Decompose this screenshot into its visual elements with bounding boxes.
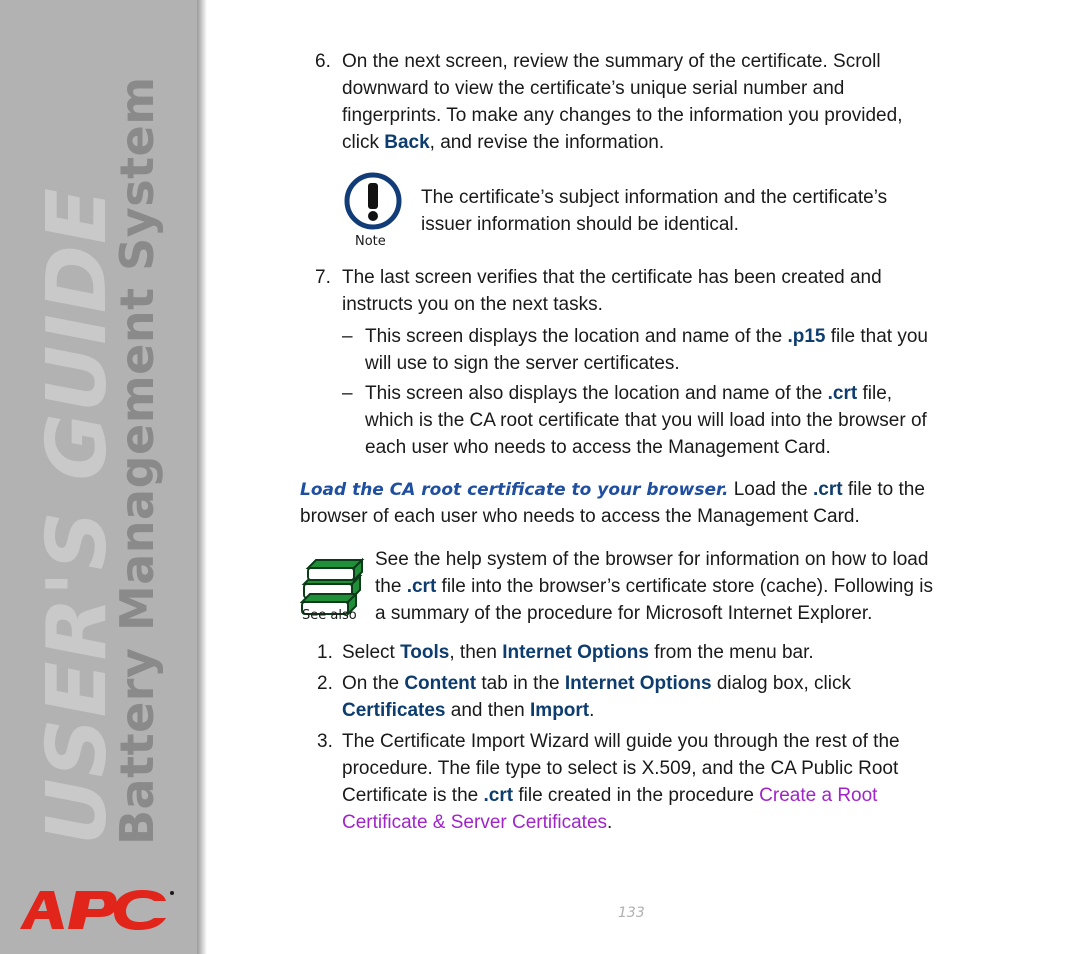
- text-run: Load the: [728, 479, 813, 500]
- text-run: .: [589, 700, 595, 721]
- crt-ref: .crt: [406, 576, 437, 597]
- text-run: , then: [449, 642, 503, 663]
- text-run: file into the browser’s certificate store (cache). Following is: [436, 576, 933, 597]
- internet-options-ref: Internet Options: [564, 673, 712, 694]
- create-root-certificate-link[interactable]: Create a Root: [759, 785, 878, 806]
- see-also-line: a summary of the procedure for Microsoft Internet Explorer.: [375, 603, 873, 624]
- sub-bullet-dash: –: [342, 326, 353, 347]
- back-button-ref: Back: [384, 132, 430, 153]
- text-run: , and revise the information.: [429, 132, 665, 153]
- text-run: file that you: [825, 326, 928, 347]
- sub-bullet-line: will use to sign the server certificates.: [365, 353, 680, 374]
- users-guide-title: USER'S GUIDE: [30, 187, 125, 845]
- text-run: from the menu bar.: [648, 642, 814, 663]
- sub-bullet-line: which is the CA root certificate that you will load into the browser of: [365, 410, 927, 431]
- ie-step-3-line: [342, 810, 612, 836]
- crt-ref: .crt: [827, 383, 858, 404]
- see-also-caption: See also: [302, 608, 357, 623]
- ie-step-3-number: 3.: [317, 731, 333, 752]
- see-also-line: See the help system of the browser for information on how to load: [375, 549, 929, 570]
- create-root-certificate-link[interactable]: Certificate & Server Certificates: [342, 812, 608, 833]
- crt-ref: .crt: [483, 785, 514, 806]
- ie-step-3-line: The Certificate Import Wizard will guide you through the rest of the: [342, 731, 900, 752]
- battery-management-system-title: Battery Management System: [110, 76, 164, 845]
- sub-bullet-dash: –: [342, 383, 353, 404]
- certificates-ref: Certificates: [342, 700, 446, 721]
- text-run: tab in the: [476, 673, 565, 694]
- note-caption: Note: [355, 234, 386, 249]
- step-6-line: downward to view the certificate’s unique serial number and: [342, 78, 845, 99]
- crt-ref: .crt: [812, 479, 843, 500]
- see-also-line: [375, 574, 933, 600]
- p15-ref: .p15: [787, 326, 826, 347]
- text-run: the: [375, 576, 407, 597]
- step-6-line: On the next screen, review the summary of the certificate. Scroll: [342, 51, 881, 72]
- load-section-line: browser of each user who needs to access the Management Card.: [300, 506, 860, 527]
- sub-bullet-line: each user who needs to access the Management Card.: [365, 437, 831, 458]
- text-run: file to the: [842, 479, 925, 500]
- text-run: Select: [342, 642, 401, 663]
- content-tab-ref: Content: [404, 673, 477, 694]
- text-run: and then: [445, 700, 531, 721]
- text-run: Certificate is the: [342, 785, 484, 806]
- ie-step-2-number: 2.: [317, 673, 333, 694]
- text-run: .: [607, 812, 613, 833]
- text-run: dialog box, click: [711, 673, 851, 694]
- ie-step-2-line: [342, 698, 594, 724]
- step-6-number: 6.: [315, 51, 331, 72]
- ie-step-2-line: [342, 671, 851, 697]
- sub-bullet-line: [365, 324, 928, 350]
- text-run: On the: [342, 673, 405, 694]
- load-section-line: [300, 477, 925, 503]
- text-run: file created in the procedure: [513, 785, 760, 806]
- tools-ref: Tools: [400, 642, 450, 663]
- step-6-line: fingerprints. To make any changes to the information you provided,: [342, 105, 903, 126]
- import-ref: Import: [530, 700, 590, 721]
- step-7-line: instructs you on the next tasks.: [342, 294, 603, 315]
- load-section-heading: Load the CA root certificate to your browser.: [300, 480, 729, 500]
- step-7-number: 7.: [315, 267, 331, 288]
- text-run: click: [342, 132, 385, 153]
- text-run: This screen displays the location and name of the: [365, 326, 788, 347]
- internet-options-ref: Internet Options: [502, 642, 649, 663]
- text-run: This screen also displays the location and name of the: [365, 383, 828, 404]
- page-number: 133: [618, 905, 645, 921]
- step-7-line: The last screen verifies that the certificate has been created and: [342, 267, 882, 288]
- ie-step-3-line: [342, 783, 877, 809]
- note-text-line: issuer information should be identical.: [421, 214, 739, 235]
- sub-bullet-line: [365, 381, 892, 407]
- ie-step-1-line: [342, 640, 814, 666]
- ie-step-3-line: procedure. The file type to select is X.509, and the CA Public Root: [342, 758, 899, 779]
- text-run: file,: [857, 383, 893, 404]
- note-text-line: The certificate’s subject information and the certificate’s: [421, 187, 888, 208]
- step-6-line: [342, 130, 664, 156]
- ie-step-1-number: 1.: [317, 642, 333, 663]
